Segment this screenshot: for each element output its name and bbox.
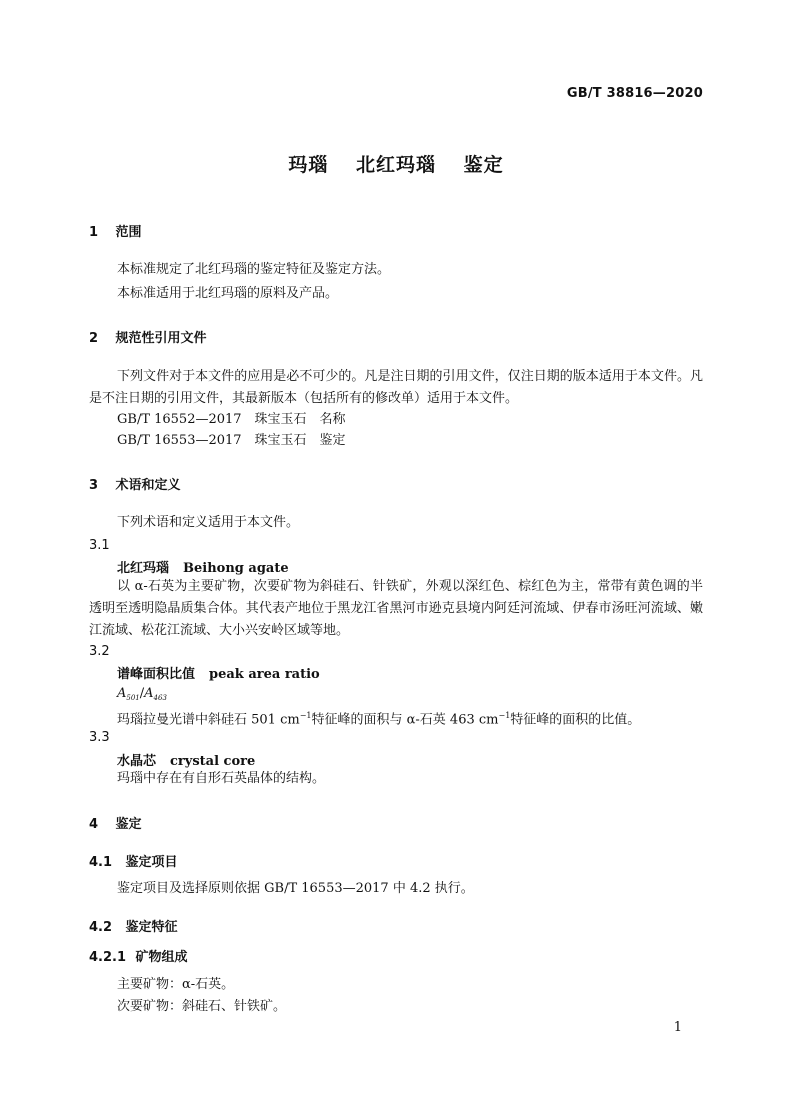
section-title: 规范性引用文件 xyxy=(115,331,207,346)
section-2-heading xyxy=(89,327,207,346)
section-number: 4.1 xyxy=(89,855,113,870)
section-title: 术语和定义 xyxy=(115,478,181,493)
section-title: 鉴定项目 xyxy=(125,855,178,870)
section-title: 鉴定特征 xyxy=(125,920,178,935)
term-number: 3.2 xyxy=(89,644,110,659)
document-title xyxy=(0,150,792,177)
section-title: 鉴定 xyxy=(115,817,142,832)
section-number: 2 xyxy=(89,331,99,346)
paragraph: 下列术语和定义适用于本文件。 xyxy=(117,515,300,530)
normative-reference: GB/T 16552—2017 珠宝玉石 名称 xyxy=(117,412,346,427)
paragraph: 本标准适用于北红玛瑙的原料及产品。 xyxy=(117,286,339,301)
term-definition: 玛瑙中存在有自形石英晶体的结构。 xyxy=(117,771,326,786)
term-definition xyxy=(117,705,640,731)
term-chinese: 水晶芯 xyxy=(117,754,157,769)
subsection-4-2-1-heading xyxy=(89,946,188,965)
title-part-identification: 鉴定 xyxy=(463,154,504,176)
term-english: crystal core xyxy=(170,754,256,769)
term-heading xyxy=(117,750,255,769)
symbol-subscript: 463 xyxy=(153,694,167,702)
section-number: 1 xyxy=(89,225,99,240)
paragraph: 主要矿物：α-石英。 xyxy=(117,977,235,992)
superscript: −1 xyxy=(299,711,312,720)
term-english: Beihong agate xyxy=(183,561,289,576)
symbol-a: A xyxy=(117,686,127,701)
paragraph: 鉴定项目及选择原则依据 GB/T 16553—2017 中 4.2 执行。 xyxy=(117,881,474,896)
definition-text: 特征峰的面积与 α-石英 463 cm xyxy=(311,712,499,728)
section-number: 4.2.1 xyxy=(89,950,127,965)
term-heading xyxy=(117,557,289,576)
section-title: 范围 xyxy=(115,225,142,240)
term-number: 3.3 xyxy=(89,730,110,745)
standard-number: GB/T 38816—2020 xyxy=(566,86,703,101)
subsection-4-2-heading xyxy=(89,916,178,935)
term-chinese: 谱峰面积比值 xyxy=(117,667,196,682)
paragraph: 次要矿物：斜硅石、针铁矿。 xyxy=(117,999,287,1014)
term-heading xyxy=(117,663,320,682)
section-3-heading xyxy=(89,474,181,493)
section-title: 矿物组成 xyxy=(135,950,188,965)
term-number: 3.1 xyxy=(89,538,110,553)
symbol-subscript: 501 xyxy=(126,694,140,702)
symbol-a: A xyxy=(144,686,154,701)
term-chinese: 北红玛瑙 xyxy=(117,561,170,576)
paragraph: 下列文件对于本文件的应用是必不可少的。凡是注日期的引用文件，仅注日期的版本适用于本文件。凡是不注日期的引用文件，其最新版本（包括所有的修改单）适用于本文件。 xyxy=(89,369,703,406)
section-1-heading xyxy=(89,221,142,240)
superscript: −1 xyxy=(498,711,511,720)
title-part-beihong: 北红玛瑙 xyxy=(355,154,436,176)
subsection-4-1-heading xyxy=(89,851,178,870)
section-4-heading xyxy=(89,813,142,832)
section-number: 4.2 xyxy=(89,920,113,935)
section-number: 3 xyxy=(89,478,99,493)
term-english: peak area ratio xyxy=(209,667,320,682)
page-number: 1 xyxy=(673,1020,682,1035)
term-definition: 以 α-石英为主要矿物，次要矿物为斜硅石、针铁矿，外观以深红色、棕红色为主，常带有黄色调的半透明至透明隐晶质集合体。其代表产地位于黑龙江省黑河市逊克县境内阿廷河流域、伊春市汤旺河流域、嫩江流域、松花江流域、大小兴安岭区域等地。 xyxy=(89,579,703,638)
paragraph: 本标准规定了北红玛瑙的鉴定特征及鉴定方法。 xyxy=(117,262,391,277)
definition-text: 玛瑙拉曼光谱中斜硅石 501 cm xyxy=(117,712,300,728)
section-number: 4 xyxy=(89,817,99,832)
normative-reference: GB/T 16553—2017 珠宝玉石 鉴定 xyxy=(117,433,346,448)
definition-text: 特征峰的面积的比值。 xyxy=(510,712,641,728)
symbol-slash: / xyxy=(139,686,145,701)
title-part-agate: 玛瑙 xyxy=(288,154,329,176)
